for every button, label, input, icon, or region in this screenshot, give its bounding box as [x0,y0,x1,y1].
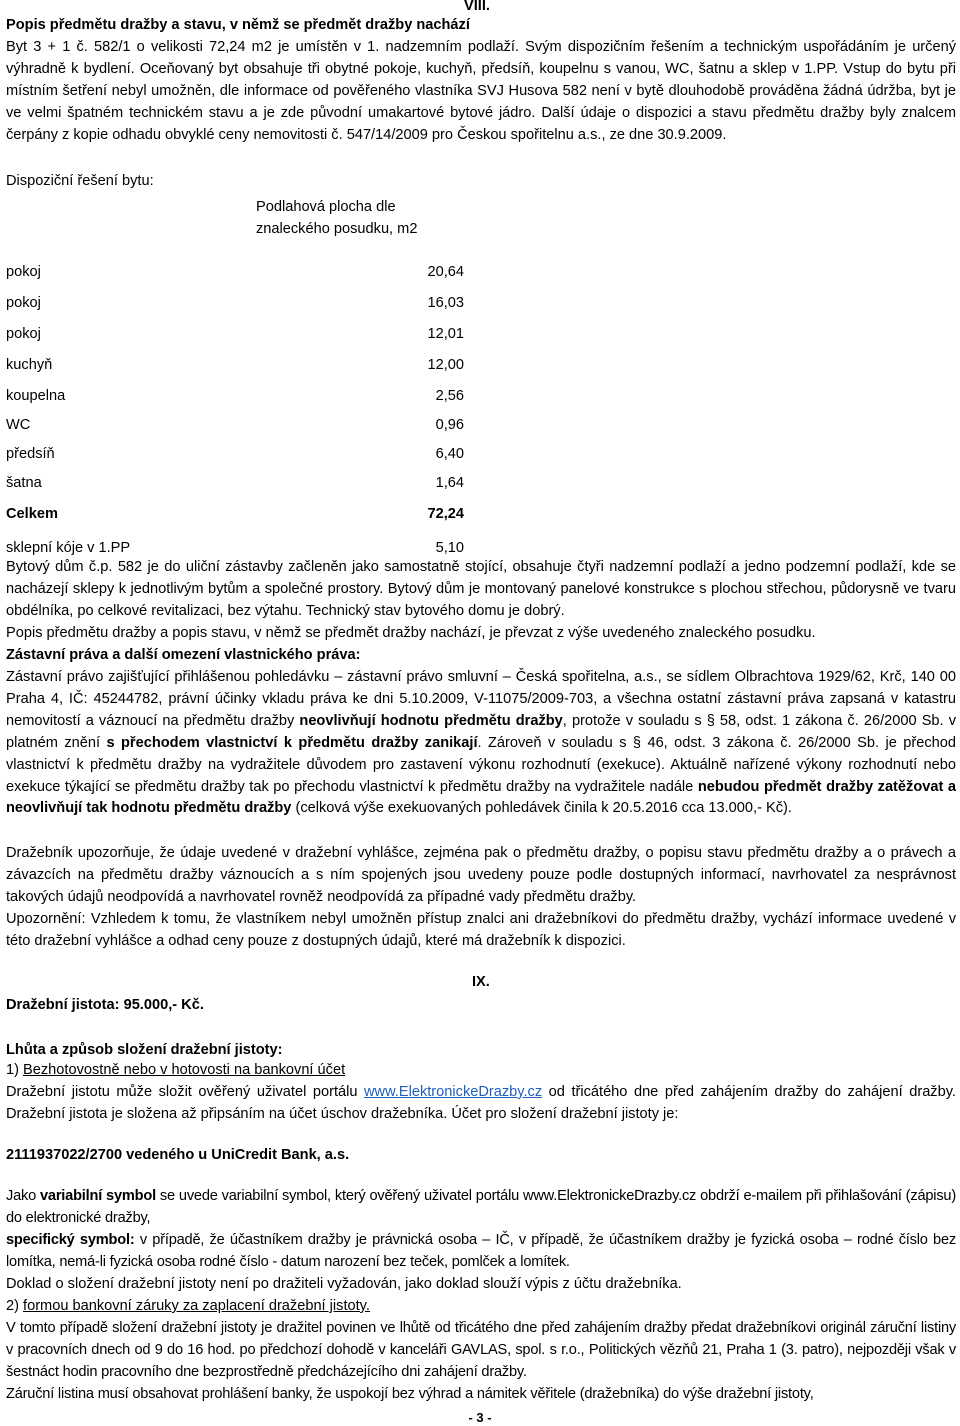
room-name: pokoj [6,326,41,342]
total-value: 72,24 [427,506,464,522]
paragraph-proof: Doklad o složení dražební jistoty není po dražiteli vyžadován, jako doklad slouží výpis z účtu dražebníka. [6,1276,682,1292]
paragraph-guarantee: V tomto případě složení dražební jistoty je dražitel povinen ve lhůtě od třicátého dne před zahájením dražby předat dražebníkovi originál záruční listiny v pracovních dnech od 9 do 16 hod. po předchozí dohodě v kanceláři GAVLAS, spol. s r.o., Politických vězňů 21, Praha 1 (3. patro), nejpozději však v šestnáct hodin pracovního dne bezprostředně předcházejícího dni zahájení dražby. [6,1320,956,1380]
room-area: 12,00 [427,357,464,373]
intro-text-2: Vstup do bytu při místním šetření nebyl umožněn, dle informace od pověřeného vlastníka SVJ Husova 582 není v bytě dlouhodobě prováděna žádná údržba, byt je ve velmi špatném technickém stavu a je zde původní umakartové bytové jádro. Další údaje o dispozici a stavu předmětu dražby byly znalcem čerpány z kopie odhadu obvyklé ceny nemovitosti č. 547/14/2009 pro Českou spořitelnu a.s., ze dne 30.9.2009. [6,60,956,143]
liens-bold-3: nebudou předmět dražby zatěžovat a neovlivňují tak hodnotu předmětu dražby [6,778,956,817]
liens-text-1: Zástavní právo zajišťující přihlášenou pohledávku – zástavní právo smluvní – Česká spořitelna, a.s., se sídlem Olbrachtova 1929/62, Krč, 140 00 Praha 4, IČ: 45244782, právní účinky vkladu práva ke dni 5.10.2009, V-11075/2009-703, a všechna ostatní zástavní práva zapsaná v katastru nemovitostí a váznoucí na předmětu dražby [6,669,956,729]
layout-label: Dispoziční řešení bytu: [6,173,154,189]
portal-link[interactable]: www.ElektronickeDrazby.cz [364,1084,543,1100]
paragraph-variable-symbol [6,1186,956,1230]
room-name: pokoj [6,264,41,280]
paragraph-source: Popis předmětu dražby a popis stavu, v němž se předmět dražby nachází, je převzat z výše uvedeného znaleckého posudku. [6,625,816,641]
vs-text-2: se uvede variabilní symbol, který ověřený uživatel portálu www.ElektronickeDrazby.cz obdrží e-mailem při přihlašování (zápisu) do elektronické dražby, [6,1188,956,1226]
room-name: pokoj [6,295,41,311]
section-number-ix: IX. [472,974,490,990]
room-area: 16,03 [427,295,464,311]
table-total-row [6,491,464,522]
heading-description: Popis předmětu dražby a stavu, v němž se předmět dražby nachází [6,17,470,33]
paragraph-warning: Upozornění: Vzhledem k tomu, že vlastníkem nebyl umožněn přístup znalci ani dražebníkovi do předmětu dražby, vychází informace uvedené v této dražební vyhlášce a odhad ceny pouze z dostupných údajů, které má dražebník k dispozici. [6,911,956,949]
paragraph-disclaimer: Dražebník upozorňuje, že údaje uvedené v dražební vyhlášce, zejména pak o předmětu dražby, o popisu stavu předmětu dražby a o právech a závazcích na předmětu dražby váznoucích a s ním spojených jsou uvedeny pouze podle dostupných informací, navrhovatel za nesprávnost takových údajů neodpovídá a navrhovatel rovněž neodpovídá za případné vady předmětu dražby. [6,845,956,905]
liens-text-2: , protože v souladu s § 58, odst. 1 zákona č. 26/2000 Sb. v platném znění [6,712,956,751]
room-rows [6,249,464,491]
room-name: předsíň [6,446,55,462]
option-2-number: 2) [6,1298,24,1314]
portal-text-2: od třicátého dne před zahájením dražby do zahájení dražby. Dražební jistota je složena až připsáním na účet úschov dražebníka. Účet pro složení dražební jistoty je: [6,1084,956,1122]
vs-bold: variabilní symbol [40,1188,156,1204]
table-row [6,280,464,311]
cellar-value: 5,10 [435,540,464,556]
intro-text: Byt 3 + 1 č. 582/1 o velikosti 72,24 m2 je umístěn v 1. nadzemním podlaží. Svým dispozičním řešením a technickým uspořádáním je určený výhradně k bydlení. Oceňovaný byt obsahuje tři obytné pokoje, kuchyň, předsíň, koupelnu s vanou, WC, šatnu a sklep v 1.PP. [6,39,956,77]
room-area: 2,56 [435,388,464,404]
ss-text: v případě, že účastníkem dražby je právnická osoba – IČ, v případě, že účastníkem dražby je fyzická osoba – rodné číslo bez lomítka, nemá-li fyzická osoba rodné číslo - datum narození bez teček, pomlček a lomítek. [6,1232,956,1270]
table-row [6,404,464,433]
table-cellar-row [6,522,464,556]
liens-bold-1: neovlivňují hodnotu předmětu dražby [299,712,563,729]
ss-bold: specifický symbol: [6,1232,135,1248]
cellar-label: sklepní kóje v 1.PP [6,540,131,556]
paragraph-portal [6,1082,956,1126]
vs-text-1: Jako [6,1188,40,1204]
option-2-text: formou bankovní záruky za zaplacení dražební jistoty. [23,1298,370,1314]
table-row [6,373,464,404]
heading-deposit-terms: Lhůta a způsob složení dražební jistoty: [6,1042,283,1058]
paragraph-specific-symbol [6,1230,956,1274]
paragraph-guarantee-last: Záruční listina musí obsahovat prohlášení banky, že uspokojí bez výhrad a námitek věřitele (dražebníka) do výše dražební jistoty, [6,1386,814,1402]
bank-account: 2111937022/2700 vedeného u UniCredit Bank, a.s. [6,1147,350,1163]
table-header-row [6,193,464,249]
option-2 [6,1296,956,1318]
table-row [6,342,464,373]
paragraph-liens [6,667,956,820]
room-area: 0,96 [435,417,464,433]
table-row [6,433,464,462]
table-header-area: Podlahová plocha dle znaleckého posudku, m2 [256,199,418,237]
room-name: šatna [6,475,42,491]
room-name: koupelna [6,388,66,404]
auction-deposit: Dražební jistota: 95.000,- Kč. [6,997,204,1013]
room-area: 6,40 [435,446,464,462]
heading-liens: Zástavní práva a další omezení vlastnického práva: [6,647,361,663]
room-area: 12,01 [427,326,464,342]
paragraph-building: Bytový dům č.p. 582 je do uliční zástavby začleněn jako samostatně stojící, obsahuje čtyři nadzemní podlaží a jedno podzemní podlaží, kde se nacházejí sklepy k jednotlivým bytům a společné prostory. Bytový dům je montovaný panelové konstrukce s plochou střechou, půdorysně ve tvaru obdélníka, po celkové revitalizaci, bez výtahu. Technický stav bytového domu je dobrý. [6,559,956,619]
table-row [6,311,464,342]
option-1 [6,1060,956,1082]
room-name: WC [6,417,31,433]
paragraph-intro [6,37,956,147]
option-1-number: 1) [6,1062,24,1078]
option-1-text: Bezhotovostně nebo v hotovosti na bankovní účet [23,1062,346,1078]
rooms-table [6,193,464,556]
liens-bold-2: s přechodem vlastnictví k předmětu dražby zanikají [106,734,478,751]
page-number: - 3 - [468,1410,492,1425]
total-label: Celkem [6,506,58,522]
room-area: 1,64 [435,475,464,491]
room-name: kuchyň [6,357,53,373]
liens-text-3: . Zároveň v souladu s § 46, odst. 3 zákona č. 26/2000 Sb. je přechod vlastnictví k předmětu dražby na vydražitele důvodem pro zastavení výkonu rozhodnutí (exekuce). Aktuálně nařízené výkony rozhodnutí nebo exekuce týkající se předmětu dražby tak po přechodu vlastnictví k předmětu dražby na vydražitele nadále [6,734,957,795]
table-row [6,462,464,491]
room-area: 20,64 [427,264,464,280]
section-number-viii: VIII. [464,0,490,14]
portal-text-1: Dražební jistotu může složit ověřený uživatel portálu [6,1084,364,1100]
table-row [6,249,464,280]
liens-text-4: (celková výše exekuovaných pohledávek činila k 20.5.2016 cca 13.000,- Kč). [291,800,792,817]
